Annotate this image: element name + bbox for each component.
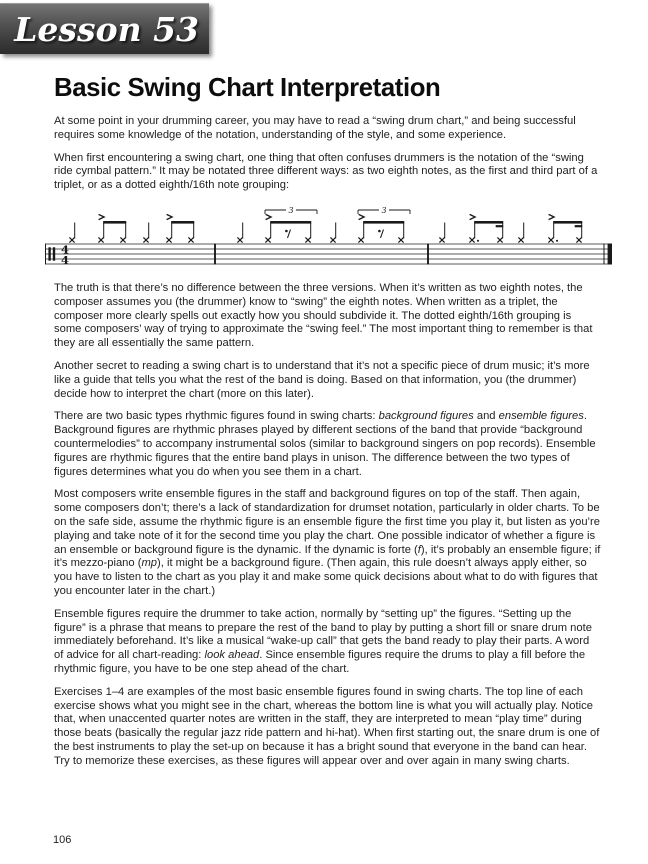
text-run: ), it might be a background figure. (Then again, this rule doesn’t always apply either, so you have to listen to the chart as you play it and make some quick decisions about what to do with figures that you encounter later in the chart.): [54, 557, 598, 597]
text-run: When first encountering a swing chart, one thing that often confuses drummers is the notation of the “swing ride cymbal pattern.” It may be notated three different ways: as two eighth notes, as the first and third part of a triplet, or as a dotted eighth/16th note grouping:: [54, 151, 598, 192]
eighth-rest: [285, 230, 288, 233]
paragraph-figure-types: [54, 410, 601, 479]
accent-mark: [549, 214, 555, 219]
paragraph-another-secret: [54, 360, 601, 401]
text-run: and: [473, 410, 499, 423]
augmentation-dot: [477, 240, 479, 242]
lesson-banner: [0, 3, 209, 54]
notation-svg: [0, 202, 648, 274]
time-signature-bottom: 4: [60, 252, 70, 267]
text-run: . Background figures are rhythmic phrases played by different sections of the band that provide “background countermelodies” to accompany instrumental solos (similar to background singers on pop records). Ensemble figures are rhythmic figures that the entire band plays in unison. The difference between the two types of figures determines what you do when you see them in a chart.: [54, 410, 596, 478]
text-run: . Since ensemble figures require the drums to play a fill before the rhythmic figure, you have to be one step ahead of the chart.: [54, 649, 586, 675]
augmentation-dot: [556, 240, 558, 242]
paragraph-setting-up: [54, 608, 601, 677]
text-run: At some point in your drumming career, you may have to read a “swing drum chart,” and being successful requires some knowledge of the notation, understanding of the style, and some experience.: [54, 115, 576, 141]
paragraph-no-difference: [54, 282, 601, 351]
text-run-italic: background figures: [378, 410, 474, 423]
accent-mark: [470, 214, 476, 219]
page-number: 106: [53, 834, 72, 846]
text-run-italic: f: [417, 543, 421, 556]
time-signature-top: 4: [60, 242, 70, 257]
paragraph-ride-pattern: [54, 152, 601, 193]
swing-ride-notation-example: [0, 202, 648, 274]
text-run-italic: ensemble figures: [498, 410, 584, 423]
paragraph-composers: [54, 488, 601, 598]
text-run: The truth is that there’s no difference between the three versions. When it’s written as two eighth notes, the composer assumes you (the drummer) know to “swing” the eighth notes. When written as a triplet, the composer more clearly spells out exactly how you should subdivide it. The dotted eighth/16th grouping is some composers’ way of trying to approximate the “swing feel.” The most important thing to remember is that they are all essentially the same pattern.: [54, 281, 593, 350]
eighth-rest: [378, 230, 381, 233]
text-run: Ensemble figures require the drummer to take action, normally by “setting up” the figures. “Setting up the figure” is a phrase that means to prepare the rest of the band to play by putting a short fill or snare drum note immediately beforehand. It’s like a musical “wake-up call” that gets the band ready to play their parts. A word of advice for all chart-reading:: [54, 607, 592, 662]
page-title: Basic Swing Chart Interpretation: [54, 72, 441, 102]
paragraph-exercises: [54, 686, 601, 769]
text-run: There are two basic types rhythmic figures found in swing charts:: [54, 410, 379, 423]
text-run: Exercises 1–4 are examples of the most basic ensemble figures found in swing charts. The top line of each exercise shows what you might see in the chart, whereas the bottom line is what you will actually play. Notice that, when unaccented quarter notes are written in the staff, they are interpreted to mean “play time” during those beats (basically the regular jazz ride pattern and hi-hat). When first starting out, the snare drum is one of the best instruments to play the set-up on because it has a bright sound that everyone in the band can hear. Try to memorize these exercises, as these figures will appear over and over again in many swing charts.: [54, 685, 600, 767]
triplet-number: 3: [381, 205, 387, 215]
text-run: Most composers write ensemble figures in the staff and background figures on top of the staff. Then again, some composers don’t; there’s a lack of standardization for drumset notation, particularly in older charts. To be on the safe side, assume the rhythmic figure is an ensemble figure the first time you play it, but listen as you’re playing and take note of it for the second time you play the chart. One possible indicator of whether a figure is an ensemble or background figure is the dynamic. If the dynamic is forte (: [54, 488, 600, 556]
lesson-banner-label: Lesson 53: [14, 10, 199, 49]
text-run: Another secret to reading a swing chart is to understand that it’s not a specific piece of drum music; it’s more like a guide that tells you what the rest of the band is doing. Based on that information, you (the drummer) decide how to interpret the chart (more on this later).: [54, 359, 590, 400]
text-run-italic: look ahead: [204, 649, 260, 662]
triplet-number: 3: [288, 205, 294, 215]
paragraph-intro: [54, 115, 601, 143]
accent-mark: [266, 214, 272, 219]
page-content: [54, 72, 601, 777]
text-run-italic: mp: [141, 557, 158, 570]
accent-mark: [167, 214, 173, 219]
accent-mark: [359, 214, 365, 219]
accent-mark: [99, 214, 105, 219]
text-run: ), it’s probably an ensemble figure; if it’s mezzo-piano (: [54, 543, 601, 570]
